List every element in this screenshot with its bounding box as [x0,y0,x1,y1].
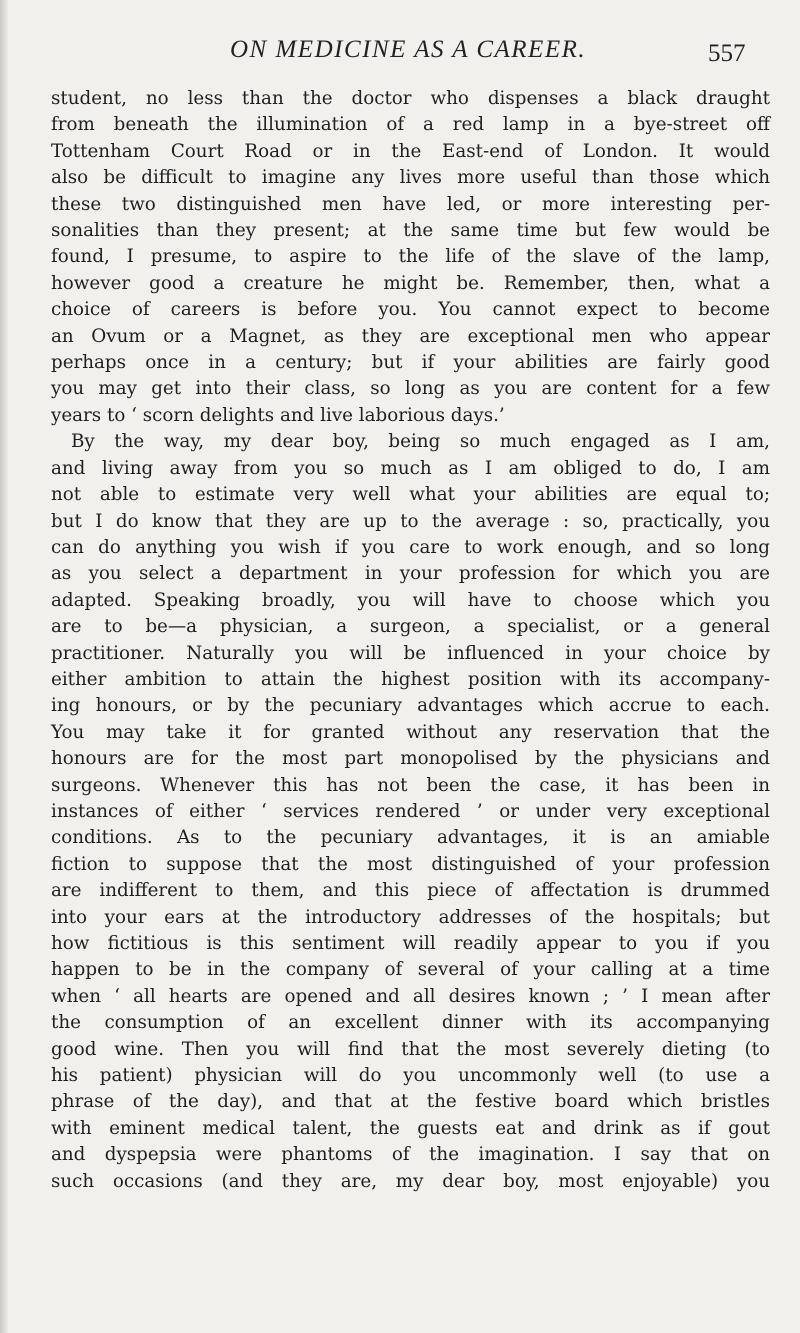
text-line: honours are for the most part monopolised by the physicians and [51,748,770,770]
text-line: are to be—a physician, a surgeon, a specialist, or a general [51,616,770,638]
text-line: can do anything you wish if you care to work enough, and so long [51,536,770,558]
text-line: not able to estimate very well what your abilities are equal to; [51,484,770,506]
text-line: also be difficult to imagine any lives more useful than those which [51,167,770,189]
text-line: as you select a department in your profession for which you are [51,563,770,585]
text-line: phrase of the day), and that at the festive board which bristles [51,1091,770,1113]
text-line: practitioner. Naturally you will be influenced in your choice by [51,642,770,664]
text-line: are indifferent to them, and this piece of affectation is drummed [51,880,770,902]
text-line: how fictitious is this sentiment will readily appear to you if you [51,933,770,954]
text-line: you may get into their class, so long as you are content for a few [51,378,770,400]
text-line: ing honours, or by the pecuniary advantages which accrue to each. [51,695,770,717]
text-line: found, I presume, to aspire to the life of the slave of the lamp, [51,246,770,268]
text-line: and living away from you so much as I am obliged to do, I am [51,457,770,479]
text-line: but I do know that they are up to the average : so, practically, you [51,510,770,532]
text-line: instances of either ‘ services rendered ’ or under very exceptional [51,800,770,822]
running-title: ON MEDICINE AS A CAREER. [230,36,587,63]
text-line: perhaps once in a century; but if your abilities are fairly good [51,352,770,374]
text-line: into your ears at the introductory addresses of the hospitals; but [51,906,770,928]
text-line: the consumption of an excellent dinner with its accompanying [51,1012,770,1034]
text-line: Tottenham Court Road or in the East-end of London. It would [51,140,770,162]
text-line: fiction to suppose that the most distinguished of your profession [51,853,770,875]
text-line: student, no less than the doctor who dispenses a black draught [51,88,770,109]
page-number: 557 [708,40,746,67]
body-text [51,86,770,1195]
text-line: either ambition to attain the highest position with its accompany- [51,668,770,690]
text-line: conditions. As to the pecuniary advantages, it is an amiable [51,827,770,849]
text-line: these two distinguished men have led, or more interesting per- [51,193,770,215]
text-line: when ‘ all hearts are opened and all desires known ; ’ I mean after [51,985,770,1007]
text-line: such occasions (and they are, my dear boy, most enjoyable) you [51,1170,770,1192]
text-line: and dyspepsia were phantoms of the imagination. I say that on [51,1144,770,1166]
text-line: surgeons. Whenever this has not been the case, it has been in [51,774,770,796]
text-line: good wine. Then you will find that the most severely dieting (to [51,1038,770,1060]
text-line: years to ‘ scorn delights and live laborious days.’ [51,404,505,426]
text-line: however good a creature he might be. Remember, then, what a [51,272,770,294]
text-line: an Ovum or a Magnet, as they are exceptional men who appear [51,325,770,347]
text-line: adapted. Speaking broadly, you will have to choose which you [51,589,770,611]
text-line: from beneath the illumination of a red lamp in a bye-street off [51,114,770,136]
text-line: sonalities than they present; at the same time but few would be [51,220,770,242]
text-line: happen to be in the company of several of your calling at a time [51,959,770,981]
page-binding-edge [0,0,8,1333]
text-line: choice of careers is before you. You cannot expect to become [51,299,770,321]
page-header [0,36,800,76]
text-line: By the way, my dear boy, being so much engaged as I am, [71,431,770,453]
text-line: with eminent medical talent, the guests eat and drink as if gout [51,1117,770,1139]
text-line: You may take it for granted without any reservation that the [51,721,770,743]
text-line: his patient) physician will do you uncommonly well (to use a [51,1065,770,1087]
